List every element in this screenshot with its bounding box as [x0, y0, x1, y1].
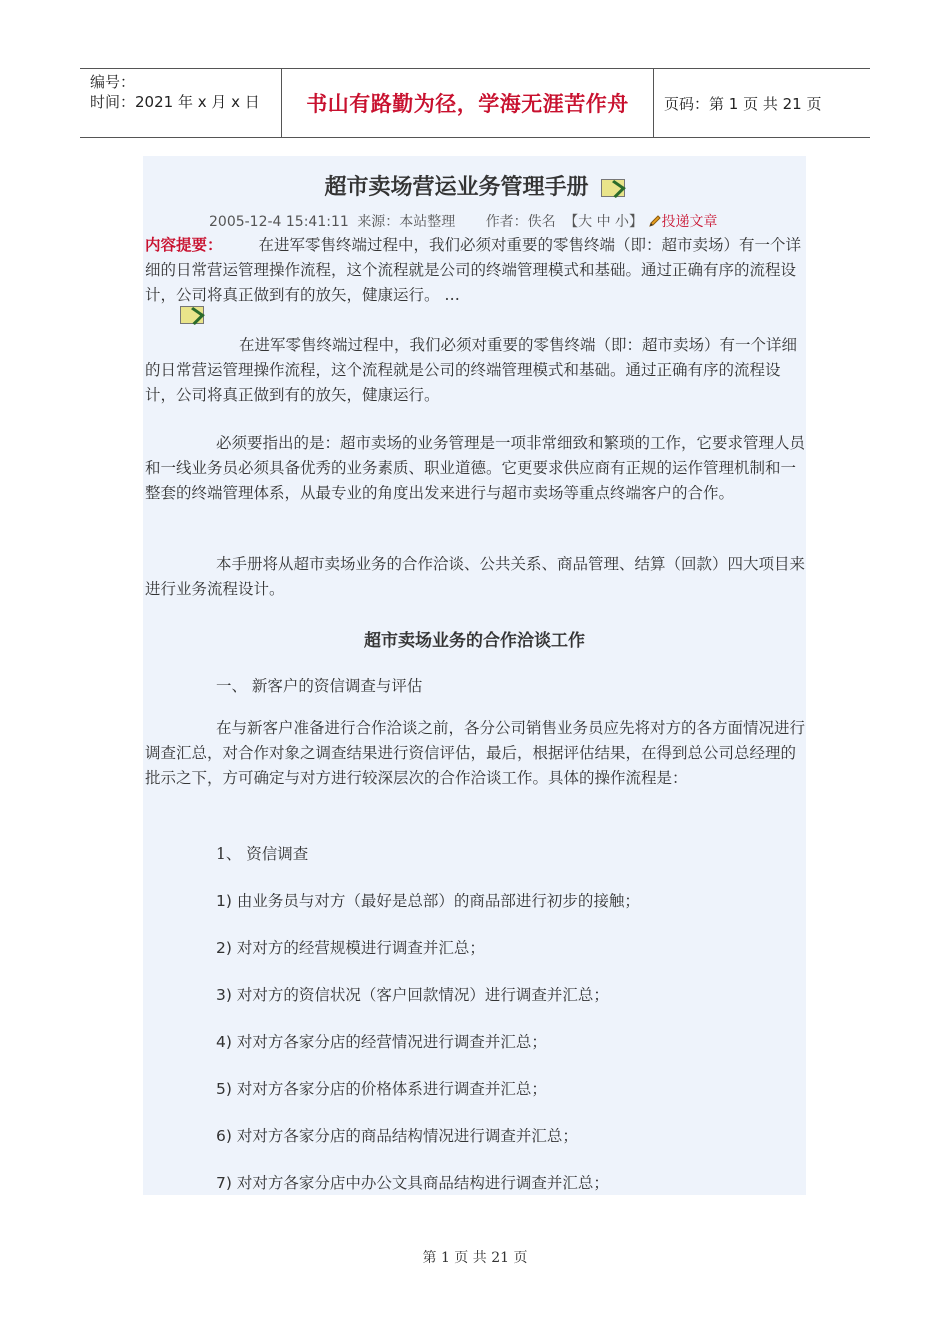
page-footer: 第 1 页 共 21 页 — [422, 1250, 528, 1266]
number-label: 编号： — [90, 73, 136, 91]
summary-paragraph — [145, 232, 805, 308]
summary-text: 在进军零售终端过程中，我们必须对重要的零售终端（即：超市卖场）有一个详细的日常营运管理操作流程，这个流程就是公司的终端管理模式和基础。通过正确有序的流程设计，公司将真正做到有的放矢，健康运行。 … — [145, 236, 802, 304]
meta-date: 2005-12-4 15:41:11 — [209, 214, 349, 230]
article-title: 超市卖场营运业务管理手册 — [324, 174, 589, 200]
document-header — [80, 68, 870, 138]
summary-label: 内容提要： — [145, 235, 223, 254]
article-panel — [143, 156, 806, 1195]
meta-author: 作者：佚名 — [485, 214, 556, 230]
subsection-title: 一、 新客户的资信调查与评估 — [216, 677, 423, 695]
pencil-icon — [648, 214, 662, 228]
article-title-row — [143, 170, 806, 201]
list-item: 4) 对对方各家分店的经营情况进行调查并汇总； — [216, 1033, 547, 1051]
bookmark-icon[interactable] — [180, 306, 204, 324]
article-meta — [209, 211, 718, 231]
list-item: 7) 对对方各家分店中办公文具商品结构进行调查并汇总； — [216, 1174, 609, 1192]
list-item: 2) 对对方的经营规模进行调查并汇总； — [216, 939, 485, 957]
motto: 书山有路勤为径，学海无涯苦作舟 — [282, 69, 654, 137]
paragraph-intro: 在进军零售终端过程中，我们必须对重要的零售终端（即：超市卖场）有一个详细的日常营运管理操作流程，这个流程就是公司的终端管理模式和基础。通过正确有序的流程设计，公司将真正做到有的放矢，健康运行。 — [145, 336, 798, 404]
time-label: 时间：2021 年 x 月 x 日 — [90, 93, 260, 111]
submit-article-link[interactable]: 投递文章 — [661, 214, 718, 230]
paragraph-scope: 本手册将从超市卖场业务的合作洽谈、公共关系、商品管理、结算（回款）四大项目来进行业务流程设计。 — [145, 555, 806, 598]
list-item: 5) 对对方各家分店的价格体系进行调查并汇总； — [216, 1080, 547, 1098]
list-item: 3) 对对方的资信状况（客户回款情况）进行调查并汇总； — [216, 986, 609, 1004]
bookmark-icon[interactable] — [601, 179, 625, 197]
header-info-cell — [80, 69, 282, 137]
list-item: 1) 由业务员与对方（最好是总部）的商品部进行初步的接触； — [216, 892, 640, 910]
paragraph-requirement: 必须要指出的是：超市卖场的业务管理是一项非常细致和繁琐的工作，它要求管理人员和一线业务员必须具备优秀的业务素质、职业道德。它更要求供应商有正规的运作管理机制和一整套的终端管理体系，从最专业的角度出发来进行与超市卖场等重点终端客户的合作。 — [145, 434, 806, 502]
step-title: 1、 资信调查 — [216, 845, 309, 863]
list-item: 6) 对对方各家分店的商品结构情况进行调查并汇总； — [216, 1127, 578, 1145]
meta-source: 来源：本站整理 — [357, 214, 456, 230]
section-title: 超市卖场业务的合作洽谈工作 — [364, 631, 585, 651]
page-label: 页码：第 1 页 共 21 页 — [664, 94, 822, 113]
paragraph-process: 在与新客户准备进行合作洽谈之前，各分公司销售业务员应先将对方的各方面情况进行调查汇总，对合作对象之调查结果进行资信评估，最后，根据评估结果，在得到总公司总经理的批示之下，方可确定与对方进行较深层次的合作洽谈工作。具体的操作流程是： — [145, 719, 806, 787]
font-size-switcher[interactable]: 【大 中 小】 — [564, 214, 644, 230]
